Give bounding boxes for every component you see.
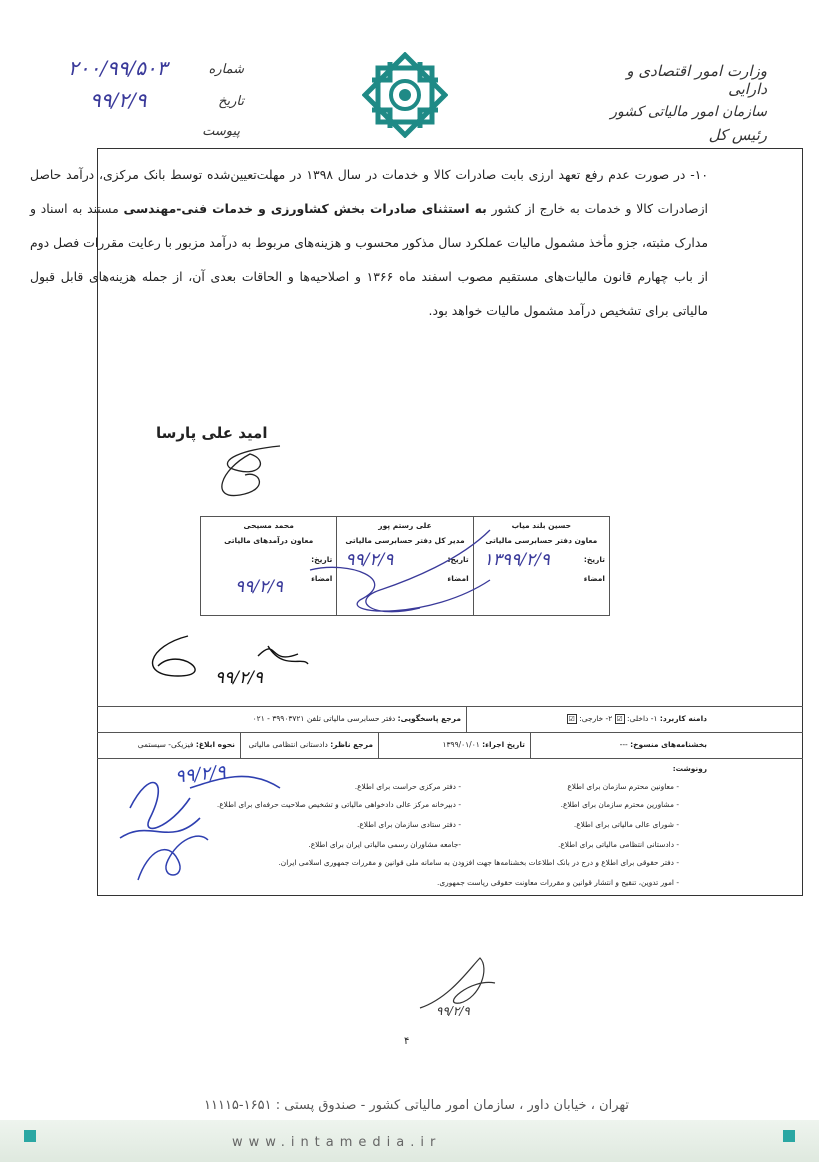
approver-sign-label: امضاء xyxy=(447,574,469,583)
approver-sign-label: امضاء xyxy=(583,574,605,583)
bottom-handwritten-date: ۹۹/۲/۹ xyxy=(436,1004,470,1018)
divider xyxy=(530,732,531,758)
ministry-name: وزارت امور اقتصادی و دارایی xyxy=(626,62,767,98)
body-paragraph xyxy=(30,158,708,328)
approver-date-value: ۹۹/۲/۹ xyxy=(235,577,283,597)
repealed-field xyxy=(620,740,707,749)
cc-item: - دفتر حقوقی برای اطلاع و درج در بانک اطلاعات بخشنامه‌ها جهت افزودن به سامانه ملی قوانین و مقررات جمهوری اسلامی ایران. xyxy=(278,858,679,867)
approver-title: معاون دفتر حسابرسی مالیاتی xyxy=(485,536,598,545)
cc-item: - امور تدوین، تنقیح و انتشار قوانین و مقررات معاونت حقوقی ریاست جمهوری. xyxy=(437,878,679,887)
cc-item: - دفتر مرکزی حراست برای اطلاع. xyxy=(354,782,461,791)
approver-sign-label: امضاء xyxy=(311,574,333,583)
divider xyxy=(97,732,803,733)
supervisor-value: دادستانی انتظامی مالیاتی xyxy=(248,740,328,749)
blue-handwritten-date: ۹۹/۲/۹ xyxy=(174,761,227,788)
organization-name: سازمان امور مالیاتی کشور xyxy=(610,104,767,120)
footer-address: تهران ، خیابان داور ، سازمان امور مالیاتی کشور - صندوق پستی : ۱۶۵۱-۱۱۱۱۵ xyxy=(204,1098,629,1113)
scope-internal-checkbox: ☑ xyxy=(616,715,623,723)
number-label: شماره xyxy=(208,62,244,77)
exec-date-value: ۱۳۹۹/۰۱/۰۱ xyxy=(442,740,480,749)
approver-name: علی رستم پور xyxy=(378,521,432,530)
distribution-label: رونوشت: xyxy=(672,764,707,773)
date-label: تاریخ xyxy=(218,94,244,109)
letterhead xyxy=(597,62,767,144)
cc-item: - دبیرخانه مرکز عالی دادخواهی مالیاتی و تشخیص صلاحیت حرفه‌ای برای اطلاع. xyxy=(216,800,461,809)
exec-date-label: تاریخ اجراء: xyxy=(482,740,525,749)
scope-external-label: ۲- خارجی: xyxy=(579,714,613,723)
cc-item: - مشاورین محترم سازمان برای اطلاع. xyxy=(560,800,679,809)
footer-website: www.intamedia.ir xyxy=(232,1135,442,1150)
main-signature-icon xyxy=(200,440,300,510)
approver-date-label: تاریخ: xyxy=(311,555,333,564)
approver-name: محمد مسیحی xyxy=(243,521,294,530)
reference-label: مرجع پاسخگویی: xyxy=(397,714,461,723)
page-number: ۴ xyxy=(404,1036,410,1047)
attachment-label: پیوست xyxy=(202,124,240,139)
repealed-value: --- xyxy=(619,740,628,749)
signer-name: امید علی پارسا xyxy=(156,424,268,442)
approver-title: معاون درآمدهای مالیاتی xyxy=(224,536,314,545)
organization-logo-icon xyxy=(362,52,448,138)
approver-date-value: ۹۹/۲/۹ xyxy=(345,550,394,570)
approver-date-label: تاریخ: xyxy=(583,555,605,564)
cc-item: -جامعه مشاوران رسمی مالیاتی ایران برای اطلاع. xyxy=(308,840,461,849)
reference-value: دفتر حسابرسی مالیاتی تلفن ۳۹۹۰۳۷۲۱ - ۰۲۱ xyxy=(252,714,396,723)
divider xyxy=(466,706,467,732)
delivery-value: فیزیکی- سیستمی xyxy=(137,740,194,749)
paragraph-rest: مستند به اسناد و مدارک مثبته، جزو مأخذ مشمول مالیات عملکرد سال مذکور محسوب و هزینه‌های مربوط به درآمد مزبور با رعایت مقررات فصل دوم از باب چهارم قانون مالیات‌های مستقیم مصوب اسفند ماه ۱۳۶۶ و اصلاحیه‌ها و الحاقات بعدی آن، از جمله هزینه‌های قابل قبول مالیاتی برای تشخیص درآمد مشمول مالیات خواهد بود. xyxy=(30,201,708,318)
scope-label: دامنه کاربرد: xyxy=(659,714,707,723)
approver-title: مدیر کل دفتر حسابرسی مالیاتی xyxy=(345,536,465,545)
president-title: رئیس کل xyxy=(708,126,767,144)
scope-internal-label: ۱- داخلی: xyxy=(627,714,658,723)
supervisor-label: مرجع ناظر: xyxy=(330,740,373,749)
approver-name: حسین بلند میاب xyxy=(511,521,572,530)
letter-meta xyxy=(60,56,250,146)
approver-date-label: تاریخ: xyxy=(447,555,469,564)
exec-date-field xyxy=(442,740,525,749)
paragraph-intro: ۱۰- در صورت عدم رفع تعهد ارزی بابت صادرات کالا و خدمات در سال ۱۳۹۸ در مهلت‌تعیین‌شده توسط بانک مرکزی، درآمد حاصل ازصادرات کالا و خدمات به خارج از کشور xyxy=(30,167,709,216)
divider xyxy=(97,706,803,707)
date-value: ۹۹/۲/۹ xyxy=(90,88,147,112)
delivery-label: نحوه ابلاغ: xyxy=(195,740,235,749)
cc-item: - دفتر ستادی سازمان برای اطلاع. xyxy=(356,820,461,829)
scope-field xyxy=(567,714,707,724)
approval-signatures-icon xyxy=(290,520,550,640)
blue-annotation-icon-2 xyxy=(128,820,218,890)
scope-external-checkbox: ☑ xyxy=(568,715,575,723)
footer-square-right xyxy=(783,1130,795,1142)
left-signature-icon xyxy=(118,626,318,706)
reference-field xyxy=(253,714,461,723)
number-value: ۲۰۰/۹۹/۵۰۳ xyxy=(68,56,168,80)
paragraph-bold: به استثنای صادرات بخش کشاورزی و خدمات فنی-مهندسی xyxy=(123,201,487,216)
divider xyxy=(378,732,379,758)
cc-item: - معاونین محترم سازمان برای اطلاع xyxy=(567,782,679,791)
approver-date-value: ۱۳۹۹/۲/۹ xyxy=(483,550,550,570)
cc-item: - دادستانی انتظامی مالیاتی برای اطلاع. xyxy=(558,840,679,849)
footer-square-left xyxy=(24,1130,36,1142)
repealed-label: بخشنامه‌های منسوخ: xyxy=(630,740,707,749)
left-handwritten-date: ۹۹/۲/۹ xyxy=(215,668,263,688)
cc-item: - شورای عالی مالیاتی برای اطلاع. xyxy=(573,820,679,829)
